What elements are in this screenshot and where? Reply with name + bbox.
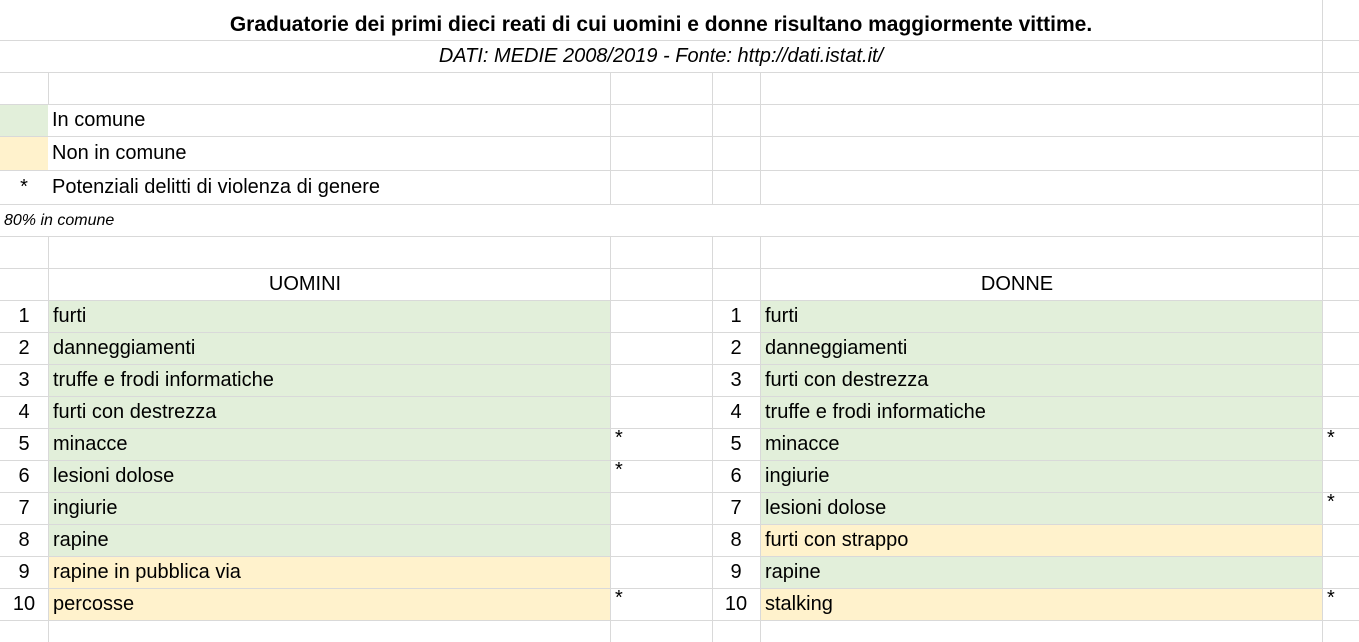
uomini-rank-number: 9: [18, 561, 30, 583]
legend-common-swatch: [0, 105, 48, 136]
uomini-rank-number: 7: [18, 497, 30, 519]
legend-star-label: Potenziali delitti di violenza di genere: [52, 176, 380, 198]
uomini-rank-number: 6: [18, 465, 30, 487]
uomini-crime-cell: lesioni dolose: [49, 461, 610, 492]
donne-crime-cell: rapine: [761, 557, 1322, 588]
donne-rank-number: 4: [730, 401, 742, 423]
column-gridline: [712, 72, 713, 204]
legend-not-common-swatch: [0, 137, 48, 170]
donne-crime-cell: furti: [761, 301, 1322, 332]
donne-crime-cell: truffe e frodi informatiche: [761, 397, 1322, 428]
uomini-gender-violence-marker: [611, 391, 651, 422]
donne-crime-cell: furti con strappo: [761, 525, 1322, 556]
legend-not-common-label: Non in comune: [52, 142, 187, 164]
donne-gender-violence-marker: *: [1327, 491, 1335, 513]
uomini-rank-number: 5: [18, 433, 30, 455]
uomini-crime-cell: truffe e frodi informatiche: [49, 365, 610, 396]
uomini-rank-number: 8: [18, 529, 30, 551]
donne-crime-cell: lesioni dolose: [761, 493, 1322, 524]
uomini-gender-violence-marker: [611, 359, 651, 390]
uomini-gender-violence-marker: [611, 551, 651, 582]
donne-header: DONNE: [980, 273, 1054, 295]
donne-crime-cell: furti con destrezza: [761, 365, 1322, 396]
column-gridline: [610, 72, 611, 204]
common-percentage-note: 80% in comune: [4, 211, 115, 229]
donne-gender-violence-marker: [1323, 327, 1359, 358]
donne-rank-number: 10: [724, 593, 748, 615]
column-gridline: [760, 72, 761, 204]
donne-rank-number: 2: [730, 337, 742, 359]
uomini-crime-cell: rapine: [49, 525, 610, 556]
donne-gender-violence-marker: [1323, 519, 1359, 550]
donne-rank-number: 3: [730, 369, 742, 391]
donne-crime-cell: stalking: [761, 589, 1322, 620]
uomini-crime-cell: furti: [49, 301, 610, 332]
legend-common-label: In comune: [52, 109, 146, 131]
uomini-rank-number: 10: [12, 593, 36, 615]
uomini-rank-number: 3: [18, 369, 30, 391]
uomini-crime-cell: furti con destrezza: [49, 397, 610, 428]
uomini-crime-cell: percosse: [49, 589, 610, 620]
uomini-gender-violence-marker: [611, 327, 651, 358]
row-gridline: [0, 72, 1359, 73]
donne-rank-number: 7: [730, 497, 742, 519]
uomini-rank-number: 4: [18, 401, 30, 423]
uomini-rank-number: 2: [18, 337, 30, 359]
donne-rank-number: 6: [730, 465, 742, 487]
uomini-crime-cell: minacce: [49, 429, 610, 460]
row-gridline: [0, 620, 1359, 621]
uomini-header: UOMINI: [268, 273, 342, 295]
uomini-gender-violence-marker: [611, 487, 651, 518]
uomini-crime-cell: ingiurie: [49, 493, 610, 524]
uomini-gender-violence-marker: [611, 519, 651, 550]
donne-gender-violence-marker: [1323, 391, 1359, 422]
donne-gender-violence-marker: [1323, 455, 1359, 486]
donne-crime-cell: danneggiamenti: [761, 333, 1322, 364]
donne-crime-cell: ingiurie: [761, 461, 1322, 492]
donne-rank-number: 8: [730, 529, 742, 551]
legend-star-symbol: *: [20, 176, 28, 198]
uomini-crime-cell: danneggiamenti: [49, 333, 610, 364]
donne-gender-violence-marker: [1323, 551, 1359, 582]
row-gridline: [0, 236, 1359, 237]
page-subtitle: DATI: MEDIE 2008/2019 - Fonte: http://dati.istat.it/: [438, 45, 884, 67]
page-title: Graduatorie dei primi dieci reati di cui uomini e donne risultano maggiormente vittime.: [229, 13, 1093, 36]
donne-rank-number: 9: [730, 561, 742, 583]
donne-gender-violence-marker: *: [1327, 587, 1335, 609]
donne-gender-violence-marker: [1323, 359, 1359, 390]
uomini-gender-violence-marker: *: [615, 427, 623, 449]
donne-rank-number: 5: [730, 433, 742, 455]
donne-crime-cell: minacce: [761, 429, 1322, 460]
uomini-gender-violence-marker: *: [615, 459, 623, 481]
donne-rank-number: 1: [730, 305, 742, 327]
donne-gender-violence-marker: [1323, 295, 1359, 326]
uomini-gender-violence-marker: *: [615, 587, 623, 609]
uomini-gender-violence-marker: [611, 295, 651, 326]
uomini-rank-number: 1: [18, 305, 30, 327]
donne-gender-violence-marker: *: [1327, 427, 1335, 449]
uomini-crime-cell: rapine in pubblica via: [49, 557, 610, 588]
column-gridline: [48, 72, 49, 104]
